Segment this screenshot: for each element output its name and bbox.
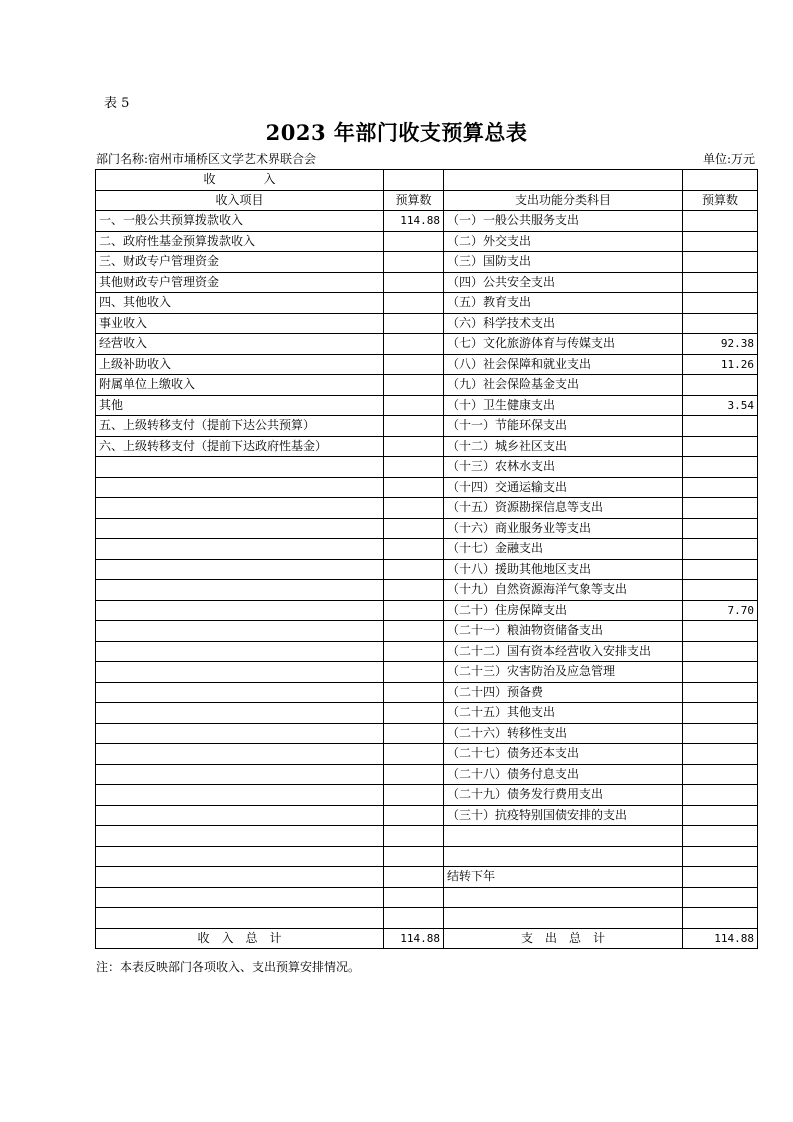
income-item-cell <box>96 682 384 703</box>
income-amount-cell <box>384 252 444 273</box>
expense-item-cell: （二十三）灾害防治及应急管理 <box>444 662 683 683</box>
expense-amount-cell <box>683 887 758 908</box>
table-row <box>96 395 758 416</box>
expense-amount-cell <box>683 293 758 314</box>
table-row <box>96 887 758 908</box>
expense-total-label: 支 出 总 计 <box>444 928 683 949</box>
expense-item-cell: （十三）农林水支出 <box>444 457 683 478</box>
income-amount-cell <box>384 272 444 293</box>
expense-amount-cell: 7.70 <box>683 600 758 621</box>
income-item-cell <box>96 621 384 642</box>
expense-amount-cell <box>683 621 758 642</box>
income-amount-cell <box>384 641 444 662</box>
table-row <box>96 805 758 826</box>
table-row <box>96 621 758 642</box>
income-item-cell <box>96 744 384 765</box>
footnote: 注：本表反映部门各项收入、支出预算安排情况。 <box>96 960 361 974</box>
income-item-cell: 其他财政专户管理资金 <box>96 272 384 293</box>
expense-amount-cell: 3.54 <box>683 395 758 416</box>
expense-amount-cell <box>683 867 758 888</box>
income-amount-cell <box>384 518 444 539</box>
expense-amount-cell <box>683 846 758 867</box>
income-amount-cell <box>384 764 444 785</box>
table-row <box>96 457 758 478</box>
income-amount-cell <box>384 354 444 375</box>
table-row <box>96 334 758 355</box>
table-row <box>96 826 758 847</box>
expense-amount-cell <box>683 641 758 662</box>
income-amount-cell <box>384 375 444 396</box>
income-amount-cell <box>384 621 444 642</box>
income-item-cell: 事业收入 <box>96 313 384 334</box>
income-amount-cell <box>384 539 444 560</box>
income-amount-cell <box>384 395 444 416</box>
table-row <box>96 703 758 724</box>
income-item-cell <box>96 867 384 888</box>
expense-item-cell <box>444 826 683 847</box>
expense-amount-cell: 11.26 <box>683 354 758 375</box>
expense-amount-cell <box>683 416 758 437</box>
expense-item-cell: （十五）资源勘探信息等支出 <box>444 498 683 519</box>
page-title: 2023 年部门收支预算总表 <box>265 120 528 145</box>
expense-amount-cell <box>683 539 758 560</box>
income-item-cell <box>96 559 384 580</box>
table-row <box>96 272 758 293</box>
income-item-cell: 其他 <box>96 395 384 416</box>
table-number: 表 5 <box>104 96 130 111</box>
income-amount-cell <box>384 785 444 806</box>
income-amount-cell <box>384 457 444 478</box>
income-amount-cell <box>384 744 444 765</box>
income-amount-cell <box>384 826 444 847</box>
income-item-cell <box>96 641 384 662</box>
expense-item-header: 支出功能分类科目 <box>444 190 683 211</box>
income-amount-cell <box>384 313 444 334</box>
table-row <box>96 375 758 396</box>
expense-amount-cell <box>683 272 758 293</box>
expense-item-cell: （五）教育支出 <box>444 293 683 314</box>
expense-item-cell: （二十六）转移性支出 <box>444 723 683 744</box>
expense-item-cell: （一）一般公共服务支出 <box>444 211 683 232</box>
table-row <box>96 293 758 314</box>
totals-row <box>96 928 758 949</box>
income-item-cell: 三、财政专户管理资金 <box>96 252 384 273</box>
expense-amount-cell <box>683 498 758 519</box>
expense-item-cell <box>444 887 683 908</box>
header-row <box>96 190 758 211</box>
expense-item-cell: 结转下年 <box>444 867 683 888</box>
table-row <box>96 539 758 560</box>
expense-item-cell <box>444 846 683 867</box>
table-row <box>96 580 758 601</box>
income-item-cell: 附属单位上缴收入 <box>96 375 384 396</box>
expense-item-cell: （二十五）其他支出 <box>444 703 683 724</box>
table-row <box>96 313 758 334</box>
expense-item-cell: （四）公共安全支出 <box>444 272 683 293</box>
income-item-cell <box>96 908 384 929</box>
expense-amount-cell <box>683 477 758 498</box>
expense-amount-cell <box>683 744 758 765</box>
income-item-cell <box>96 723 384 744</box>
income-item-cell <box>96 580 384 601</box>
expense-item-cell: （十）卫生健康支出 <box>444 395 683 416</box>
income-amount-cell <box>384 580 444 601</box>
expense-amount-header: 预算数 <box>683 190 758 211</box>
income-item-cell <box>96 498 384 519</box>
income-amount-cell <box>384 600 444 621</box>
table-row <box>96 559 758 580</box>
income-amount-cell <box>384 846 444 867</box>
table-row <box>96 252 758 273</box>
income-amount-cell: 114.88 <box>384 211 444 232</box>
income-item-cell <box>96 846 384 867</box>
unit-label: 单位:万元 <box>702 152 755 166</box>
income-item-cell <box>96 703 384 724</box>
income-item-cell: 六、上级转移支付（提前下达政府性基金） <box>96 436 384 457</box>
income-item-header: 收入项目 <box>96 190 384 211</box>
income-item-cell <box>96 518 384 539</box>
income-item-cell <box>96 457 384 478</box>
table-row <box>96 518 758 539</box>
table-row <box>96 641 758 662</box>
expense-amount-cell <box>683 662 758 683</box>
income-amount-cell <box>384 723 444 744</box>
income-item-cell <box>96 539 384 560</box>
income-item-cell: 二、政府性基金预算拨款收入 <box>96 231 384 252</box>
department-name: 部门名称:宿州市埇桥区文学艺术界联合会 <box>96 152 317 166</box>
income-item-cell <box>96 764 384 785</box>
expense-item-cell: （九）社会保险基金支出 <box>444 375 683 396</box>
income-item-cell: 经营收入 <box>96 334 384 355</box>
expense-item-cell: （七）文化旅游体育与传媒支出 <box>444 334 683 355</box>
expense-item-cell <box>444 908 683 929</box>
expense-amount-cell <box>683 764 758 785</box>
table-row <box>96 231 758 252</box>
income-amount-cell <box>384 662 444 683</box>
expense-amount-cell: 92.38 <box>683 334 758 355</box>
income-item-cell: 一、一般公共预算拨款收入 <box>96 211 384 232</box>
income-amount-cell <box>384 416 444 437</box>
table-row <box>96 477 758 498</box>
expense-amount-cell <box>683 723 758 744</box>
expense-amount-cell <box>683 682 758 703</box>
expense-item-cell: （二十九）债务发行费用支出 <box>444 785 683 806</box>
expense-item-cell: （十六）商业服务业等支出 <box>444 518 683 539</box>
income-item-cell: 五、上级转移支付（提前下达公共预算） <box>96 416 384 437</box>
expense-item-cell: （三）国防支出 <box>444 252 683 273</box>
expense-amount-cell <box>683 908 758 929</box>
income-amount-cell <box>384 477 444 498</box>
income-total-amount: 114.88 <box>384 928 444 949</box>
expense-item-cell: （二）外交支出 <box>444 231 683 252</box>
income-item-cell <box>96 477 384 498</box>
expense-item-cell: （二十七）债务还本支出 <box>444 744 683 765</box>
expense-item-cell: （二十一）粮油物资储备支出 <box>444 621 683 642</box>
income-group-header: 收 入 <box>96 170 384 191</box>
income-amount-cell <box>384 334 444 355</box>
table-row <box>96 416 758 437</box>
income-item-cell <box>96 826 384 847</box>
expense-amount-cell <box>683 785 758 806</box>
expense-amount-cell <box>683 703 758 724</box>
table-row <box>96 846 758 867</box>
table-row <box>96 662 758 683</box>
table-row <box>96 436 758 457</box>
income-amount-cell <box>384 498 444 519</box>
income-amount-cell <box>384 293 444 314</box>
expense-item-cell: （二十）住房保障支出 <box>444 600 683 621</box>
expense-item-cell: （六）科学技术支出 <box>444 313 683 334</box>
income-item-cell <box>96 785 384 806</box>
table-row <box>96 354 758 375</box>
table-row <box>96 908 758 929</box>
expense-amount-cell <box>683 805 758 826</box>
table-row <box>96 867 758 888</box>
income-amount-cell <box>384 703 444 724</box>
expense-item-cell: （二十八）债务付息支出 <box>444 764 683 785</box>
expense-amount-cell <box>683 231 758 252</box>
table-row <box>96 723 758 744</box>
table-row <box>96 600 758 621</box>
expense-amount-cell <box>683 375 758 396</box>
income-item-cell <box>96 662 384 683</box>
expense-item-cell: （十九）自然资源海洋气象等支出 <box>444 580 683 601</box>
expense-item-cell: （十七）金融支出 <box>444 539 683 560</box>
income-item-cell <box>96 887 384 908</box>
expense-amount-cell <box>683 211 758 232</box>
expense-amount-cell <box>683 580 758 601</box>
expense-amount-cell <box>683 313 758 334</box>
income-amount-cell <box>384 805 444 826</box>
expense-item-cell: （十八）援助其他地区支出 <box>444 559 683 580</box>
table-row <box>96 785 758 806</box>
income-item-cell: 四、其他收入 <box>96 293 384 314</box>
income-amount-cell <box>384 559 444 580</box>
income-item-cell: 上级补助收入 <box>96 354 384 375</box>
table-row <box>96 211 758 232</box>
income-item-cell <box>96 805 384 826</box>
expense-item-cell: （二十四）预备费 <box>444 682 683 703</box>
expense-item-cell: （十四）交通运输支出 <box>444 477 683 498</box>
table-row <box>96 744 758 765</box>
budget-table <box>95 169 758 949</box>
header-row-group <box>96 170 758 191</box>
expense-item-cell: （十二）城乡社区支出 <box>444 436 683 457</box>
expense-total-amount: 114.88 <box>683 928 758 949</box>
table-row <box>96 682 758 703</box>
income-amount-cell <box>384 867 444 888</box>
income-amount-cell <box>384 908 444 929</box>
income-amount-header: 预算数 <box>384 190 444 211</box>
income-amount-cell <box>384 887 444 908</box>
expense-amount-cell <box>683 457 758 478</box>
table-row <box>96 764 758 785</box>
expense-amount-cell <box>683 826 758 847</box>
income-total-label: 收 入 总 计 <box>96 928 384 949</box>
expense-item-cell: （八）社会保障和就业支出 <box>444 354 683 375</box>
expense-amount-cell <box>683 518 758 539</box>
table-row <box>96 498 758 519</box>
income-item-cell <box>96 600 384 621</box>
income-amount-cell <box>384 231 444 252</box>
expense-amount-cell <box>683 436 758 457</box>
expense-item-cell: （二十二）国有资本经营收入安排支出 <box>444 641 683 662</box>
income-amount-cell <box>384 682 444 703</box>
expense-item-cell: （三十）抗疫特别国债安排的支出 <box>444 805 683 826</box>
income-amount-cell <box>384 436 444 457</box>
expense-amount-cell <box>683 252 758 273</box>
expense-amount-cell <box>683 559 758 580</box>
expense-item-cell: （十一）节能环保支出 <box>444 416 683 437</box>
